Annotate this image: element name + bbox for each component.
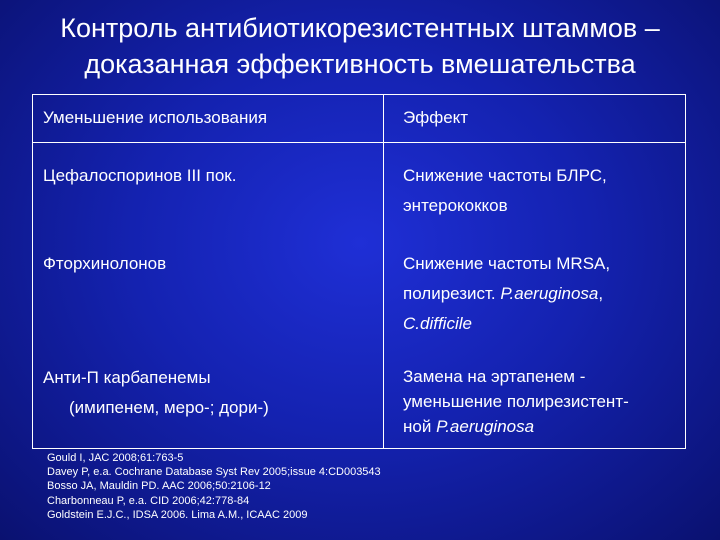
effect-line: Снижение частоты БЛРС,: [403, 166, 607, 185]
table-cell-cephalosporins-effect: [403, 161, 683, 221]
reference-item: Davey P, e.a. Cochrane Database Syst Rev 2005;issue 4:CD003543: [47, 466, 381, 479]
organism-name: P.aeruginosa: [500, 284, 599, 303]
table-column-divider: [383, 95, 384, 448]
effect-text: ,: [598, 284, 604, 303]
effect-line: Замена на эртапенем -: [403, 367, 586, 386]
carbapenems-line: Анти-П карбапенемы: [43, 368, 211, 387]
effect-line: энтерококков: [403, 196, 508, 215]
reference-item: Goldstein E.J.C., IDSA 2006. Lima A.M., ICAAC 2009: [47, 508, 308, 521]
effect-text: полирезист.: [403, 284, 501, 303]
table-cell-cephalosporins: Цефалоспоринов III пок.: [43, 166, 237, 185]
table-header-effect: Эффект: [403, 108, 469, 127]
effect-text: ной: [403, 417, 437, 436]
table-cell-carbapenems: [43, 363, 373, 423]
slide-title: [20, 10, 700, 82]
table-cell-fluoroquinolones-effect: [403, 249, 683, 339]
table-header-reduction: Уменьшение использования: [43, 108, 268, 127]
table-header-divider: [33, 142, 685, 143]
effect-line: Снижение частоты MRSA,: [403, 254, 611, 273]
effect-line: [403, 279, 683, 309]
organism-name: C.difficile: [403, 314, 472, 333]
effect-line: [403, 414, 683, 439]
reference-item: Bosso JA, Mauldin PD. AAC 2006;50:2106-12: [47, 480, 271, 493]
slide-title-line-2: доказанная эффективность вмешательства: [84, 49, 636, 79]
table-cell-carbapenems-effect: [403, 364, 683, 439]
slide-title-line-1: Контроль антибиотикорезистентных штаммов –: [60, 13, 660, 43]
effect-line: уменьшение полирезистент-: [403, 392, 629, 411]
effect-line: [403, 309, 683, 339]
effect-table: [32, 94, 686, 449]
references: [47, 451, 687, 522]
organism-name: P.aeruginosa: [436, 417, 535, 436]
reference-item: Charbonneau P, e.a. CID 2006;42:778-84: [47, 494, 250, 507]
carbapenems-subline: (имипенем, меро-; дори-): [69, 398, 269, 417]
table-cell-fluoroquinolones: Фторхинолонов: [43, 254, 167, 273]
reference-item: Gould I, JAC 2008;61:763-5: [47, 452, 184, 464]
